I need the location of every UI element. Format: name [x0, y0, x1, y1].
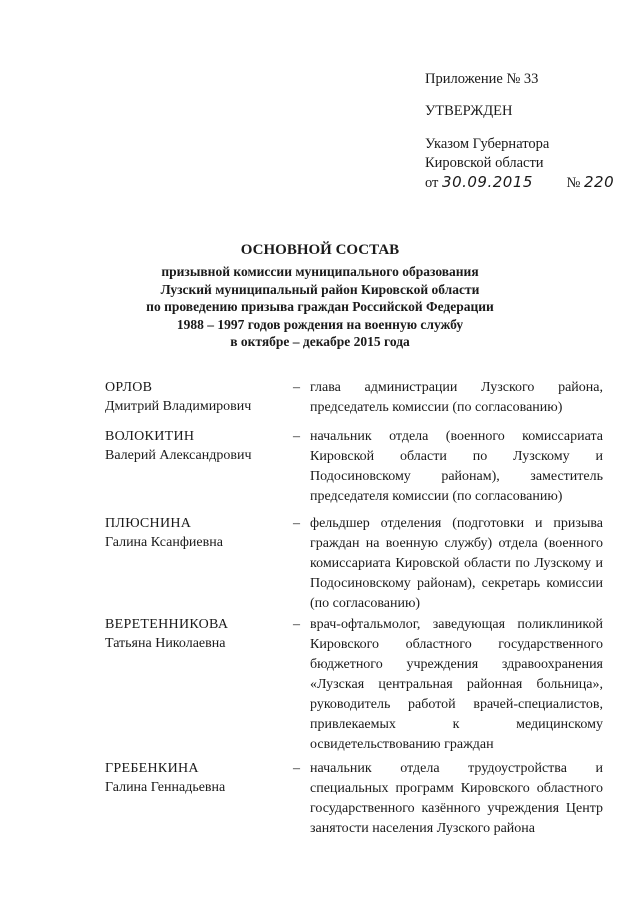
member-dash: – — [293, 516, 300, 531]
decree-date-line — [425, 173, 614, 193]
number-label: № — [566, 175, 581, 191]
member-given-name: Татьяна Николаевна — [105, 636, 226, 651]
member-dash: – — [293, 429, 300, 444]
member-role: начальник отдела трудоустройства и специальных программ Кировского областного государственного казённого учреждения Центр занятости населения Лузского района — [310, 761, 603, 836]
member-name — [105, 514, 290, 552]
member-surname: ГРЕБЕНКИНА — [105, 761, 199, 776]
appendix-header — [425, 70, 614, 193]
member-given-name: Дмитрий Владимирович — [105, 399, 252, 414]
document-title — [0, 241, 640, 351]
member-surname: ПЛЮСНИНА — [105, 516, 192, 531]
appendix-label: Приложение № 33 — [425, 71, 539, 87]
decree-line-1: Указом Губернатора — [425, 136, 550, 152]
member-dash: – — [293, 761, 300, 776]
member-name — [105, 378, 290, 416]
member-dash: – — [293, 617, 300, 632]
member-role: глава администрации Лузского района, председатель комиссии (по согласованию) — [310, 380, 603, 415]
member-given-name: Галина Ксанфиевна — [105, 535, 223, 550]
member-name — [105, 615, 290, 653]
title-line: Лузский муниципальный район Кировской области — [160, 281, 480, 297]
decree-line-2: Кировской области — [425, 155, 544, 171]
handwritten-date: 30.09.2015 — [442, 173, 533, 191]
member-given-name: Валерий Александрович — [105, 448, 252, 463]
member-role: начальник отдела (военного комиссариата Кировской области по Лузскому и Подосиновскому районам), заместитель председателя комиссии (по согласованию) — [310, 429, 603, 504]
member-name — [105, 759, 290, 797]
member-surname: ВЕРЕТЕННИКОВА — [105, 617, 229, 632]
member-role: фельдшер отделения (подготовки и призыва граждан на военную службу) отдела (военного комиссариата Кировской области по Лузскому и Подосиновскому районам), секретарь комиссии (по согласованию) — [310, 516, 603, 611]
title-line: в октябре – декабре 2015 года — [230, 334, 410, 349]
member-dash: – — [293, 380, 300, 395]
member-name — [105, 427, 290, 465]
member-surname: ВОЛОКИТИН — [105, 429, 195, 444]
title-line: 1988 – 1997 годов рождения на военную службу — [176, 316, 464, 332]
date-prefix: от — [425, 175, 439, 191]
member-role: врач-офтальмолог, заведующая поликлиникой Кировского областного государственного бюджетного учреждения здравоохранения «Лузская центральная районная больница», руководитель работой врачей-специалистов, привлекаемых к медицинскому освидетельствованию граждан — [310, 617, 603, 752]
member-given-name: Галина Геннадьевна — [105, 780, 226, 795]
title-line: по проведению призыва граждан Российской Федерации — [146, 299, 494, 314]
approved-label: УТВЕРЖДЕН — [425, 103, 513, 119]
title-line: призывной комиссии муниципального образования — [161, 264, 479, 279]
member-surname: ОРЛОВ — [105, 380, 153, 395]
title-main: ОСНОВНОЙ СОСТАВ — [240, 242, 400, 258]
handwritten-number: 220 — [584, 173, 615, 191]
